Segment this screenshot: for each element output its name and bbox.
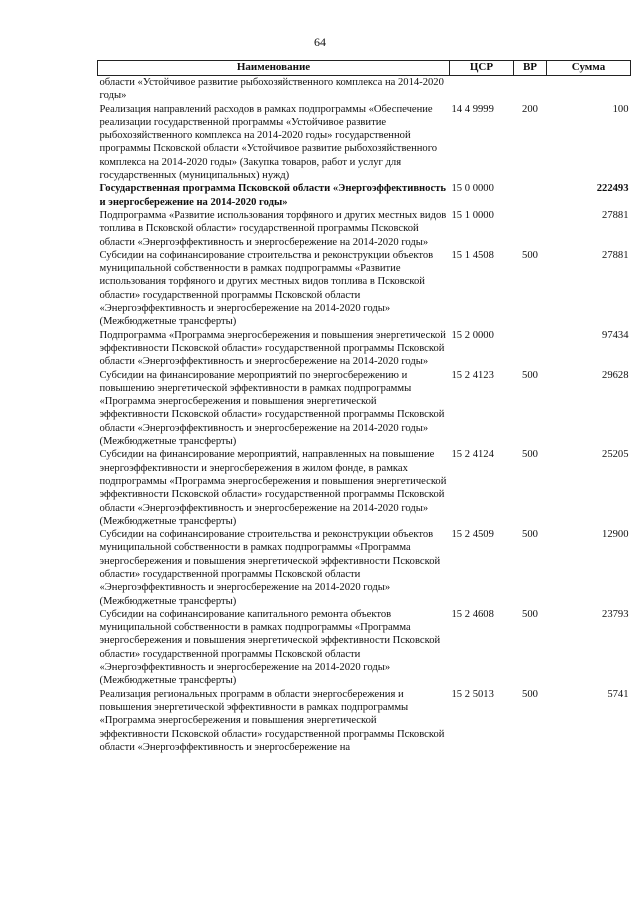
row-sum: 12900 — [602, 529, 629, 541]
row-code: 15 0 0000 — [451, 183, 494, 195]
row-code: 15 1 0000 — [451, 209, 494, 221]
row-code: 15 2 4509 — [451, 529, 494, 541]
row-code: 14 4 9999 — [451, 103, 494, 115]
row-code: 15 2 5013 — [451, 688, 494, 700]
budget-table — [97, 60, 631, 754]
header-vr: ВР — [514, 61, 547, 76]
row-vr: 500 — [522, 688, 538, 700]
row-vr — [514, 209, 547, 249]
table-row — [98, 528, 631, 608]
header-code: ЦСР — [450, 61, 514, 76]
row-code: 15 2 4124 — [451, 449, 494, 461]
row-code — [450, 76, 514, 103]
row-vr: 500 — [522, 369, 538, 381]
row-name: Субсидии на финансирование мероприятий, направленных на повышение энергоэффективности и энергосбережения в жилом фонде, в рамках подпрограммы «Программа энергосбережения и повышения энергетической эффективности Псковской области» государственной программы Псковской области «Энергоэффективность и энергосбережение на 2014-2020 годы» (Межбюджетные трансферты) — [99, 449, 447, 527]
row-vr: 500 — [522, 449, 538, 461]
table-row — [98, 209, 631, 249]
row-code: 15 1 4508 — [451, 249, 494, 261]
row-code: 15 2 4123 — [451, 369, 494, 381]
row-vr: 500 — [522, 608, 538, 620]
header-name: Наименование — [98, 61, 450, 76]
row-name: Подпрограмма «Программа энергосбережения и повышения энергетической эффективности Псковской области» государственной программы Псковской области «Энергоэффективность и энергосбережение на 2014-2020 годы» — [99, 329, 446, 368]
row-sum: 29628 — [602, 369, 629, 381]
row-vr: 500 — [522, 249, 538, 261]
row-code: 15 2 0000 — [451, 329, 494, 341]
row-vr: 200 — [522, 103, 538, 115]
row-sum: 97434 — [602, 329, 629, 341]
table-row — [98, 688, 631, 754]
table-row — [98, 329, 631, 369]
table-row — [98, 76, 631, 103]
table-row — [98, 249, 631, 329]
row-name: Субсидии на софинансирование строительства и реконструкции объектов муниципальной собственности в рамках подпрограммы «Развитие использования торфяного и других местных видов топлива в Псковской области» государственной программы Псковской области «Энергоэффективность и энергосбережение на 2014-2020 годы» (Межбюджетные трансферты) — [99, 249, 434, 328]
row-name: Субсидии на софинансирование капитального ремонта объектов муниципальной собственности в рамках подпрограммы «Программа энергосбережения и повышения энергетической эффективности Псковской области» государственной программы Псковской области «Энергоэффективность и энергосбережение на 2014-2020 годы» (Межбюджетные трансферты) — [99, 608, 441, 687]
row-name: Реализация направлений расходов в рамках подпрограммы «Обеспечение реализации государственной программы «Устойчивое развитие рыбохозяйственного комплекса на 2014-2020 годы» государственной программы Псковской области «Устойчивое развитие рыбохозяйственного комплекса на 2014-2020 годы» (Закупка товаров, работ и услуг для государственных (муниципальных) нужд) — [99, 103, 438, 182]
page-number: 64 — [314, 35, 326, 49]
row-vr — [514, 76, 547, 103]
row-sum — [547, 76, 631, 103]
row-sum: 25205 — [602, 449, 629, 461]
row-sum: 222493 — [596, 183, 629, 195]
row-sum: 5741 — [607, 688, 629, 700]
row-sum: 23793 — [602, 608, 629, 620]
row-name: области «Устойчивое развитие рыбохозяйственного комплекса на 2014-2020 годы» — [99, 77, 444, 102]
header-sum: Сумма — [547, 61, 631, 76]
row-name: Подпрограмма «Развитие использования торфяного и других местных видов топлива в Псковской области» государственной программы Псковской области «Энергоэффективность и энергосбережение на 2014-2020 годы» — [99, 209, 447, 248]
table-row — [98, 448, 631, 528]
table-row — [98, 369, 631, 449]
table-row-program — [98, 182, 631, 209]
row-name: Реализация региональных программ в области энергосбережения и повышения энергетической эффективности в рамках подпрограммы «Программа энергосбережения и повышения энергетической эффективности Псковской области» государственной программы Псковской области «Энергоэффективность и энергосбережение на — [99, 688, 445, 753]
row-code: 15 2 4608 — [451, 608, 494, 620]
row-name: Субсидии на софинансирование строительства и реконструкции объектов муниципальной собственности в рамках подпрограммы «Программа энергосбережения и повышения энергетической эффективности Псковской области» государственной программы Псковской области «Энергоэффективность и энергосбережение на 2014-2020 годы» (Межбюджетные трансферты) — [99, 529, 441, 607]
row-vr — [514, 182, 547, 209]
row-vr: 500 — [522, 529, 538, 541]
row-sum: 27881 — [602, 249, 629, 261]
table-header-row — [98, 61, 631, 76]
row-vr — [514, 329, 547, 369]
row-sum: 100 — [612, 103, 629, 115]
row-name: Государственная программа Псковской области «Энергоэффективность и энергосбережение на 2014-2020 годы» — [99, 183, 446, 208]
table-row — [98, 608, 631, 688]
row-name: Субсидии на финансирование мероприятий по энергосбережению и повышению энергетической эффективности в рамках подпрограммы «Программа энергосбережения и повышения энергетической эффективности Псковской области» государственной программы Псковской области «Энергоэффективность и энергосбережение на 2014-2020 годы» (Межбюджетные трансферты) — [99, 369, 445, 448]
row-sum: 27881 — [602, 209, 629, 221]
table-row — [98, 103, 631, 183]
